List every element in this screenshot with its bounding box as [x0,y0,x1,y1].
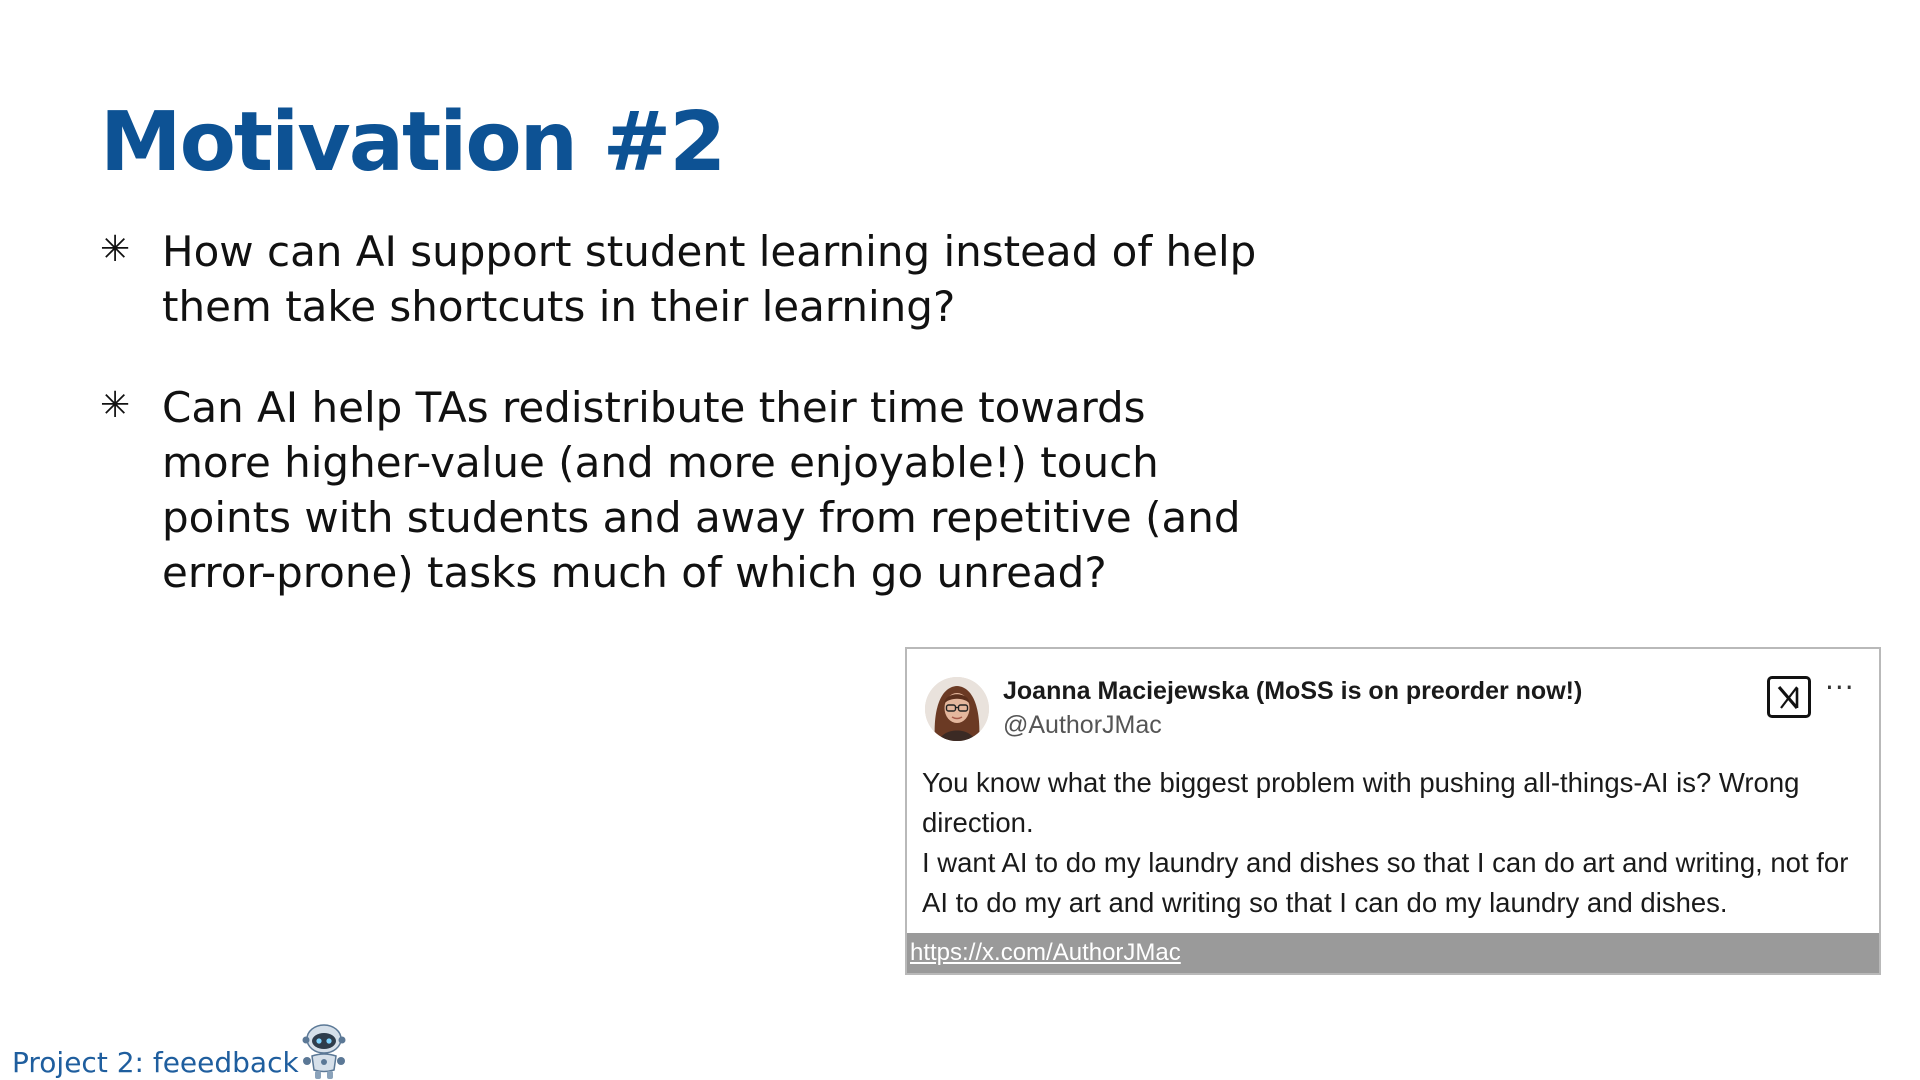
asterisk-icon: ✳ [100,385,131,426]
bullet-list [100,224,1260,646]
robot-icon [296,1022,352,1080]
tweet-body [922,763,1872,923]
bullet-text: How can AI support student learning instead of help them take shortcuts in their learning? [162,227,1257,331]
bullet-item [100,380,1260,600]
asterisk-icon: ✳ [100,229,131,270]
tweet-paragraph: You know what the biggest problem with pushing all-things-AI is? Wrong direction. [922,767,1800,838]
footer-project-label: Project 2: feeedback [12,1046,299,1079]
x-logo-icon [1767,676,1811,718]
tweet-handle: @AuthorJMac [1003,711,1162,739]
tweet-author-name: Joanna Maciejewska (MoSS is on preorder now!) [1003,677,1583,705]
link-caption-bar [907,933,1879,973]
avatar [925,677,989,741]
tweet-link[interactable]: https://x.com/AuthorJMac [910,939,1181,966]
tweet-paragraph: I want AI to do my laundry and dishes so that I can do art and writing, not for AI to do my art and writing so that I can do my laundry and dishes. [922,847,1849,918]
more-options-icon[interactable]: ··· [1825,671,1855,704]
slide-title: Motivation #2 [100,95,725,190]
bullet-text: Can AI help TAs redistribute their time towards more higher-value (and more enjoyable!) touch points with students and away from repetitive (and error-prone) tasks much of which go unread? [162,383,1241,597]
bullet-item [100,224,1260,334]
tweet-screenshot [905,647,1881,975]
